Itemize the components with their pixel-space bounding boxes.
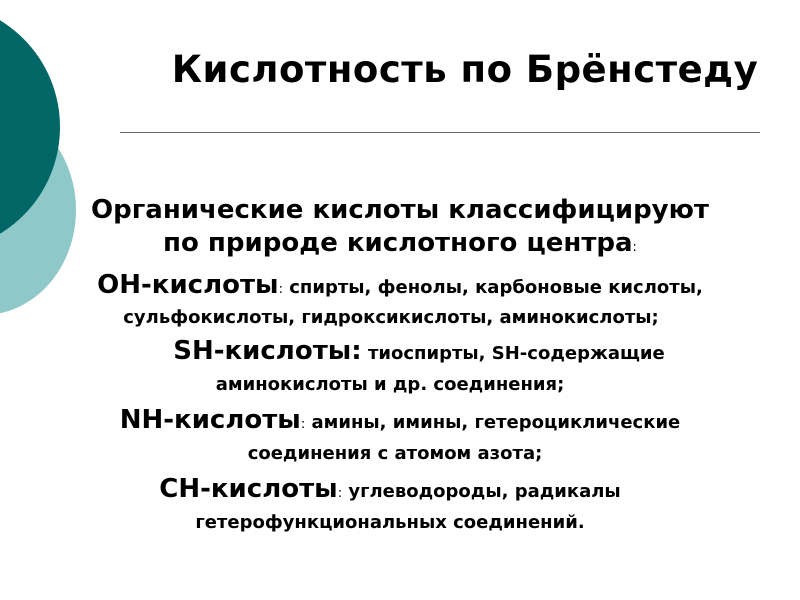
title-divider [120, 132, 760, 133]
ch-acids-desc-1: углеводороды, радикалы [342, 481, 621, 502]
intro-line-1: Органические кислоты классифицируют [91, 195, 709, 225]
sh-acids-desc-1: тиоспирты, SH-содержащие [361, 343, 665, 364]
nh-acids-desc-2: соединения с атомом азота; [247, 443, 543, 464]
intro-colon: : [632, 240, 637, 255]
oh-acids-heading [0, 270, 800, 305]
ch-acids-heading [0, 473, 800, 510]
slide-title: Кислотность по Брёнстеду [171, 48, 759, 91]
ch-acids-term: СН-кислоты [159, 474, 338, 504]
nh-acids-heading [0, 404, 800, 441]
sh-acids-desc-2: аминокислоты и др. соединения; [215, 374, 565, 395]
nh-acids-desc-1: амины, имины, гетероциклические [305, 412, 681, 433]
slide-body [0, 194, 800, 536]
intro-line-2 [0, 227, 800, 264]
oh-acids-colon: : [278, 282, 283, 297]
oh-acids-desc-1: спирты, фенолы, карбоновые кислоты, [282, 277, 703, 298]
nh-acids-term: NH-кислоты [119, 405, 301, 435]
intro-line-2-text: по природе кислотного центра [163, 228, 633, 258]
sh-acids-term: SH-кислоты: [173, 336, 362, 366]
ch-acids-colon: : [337, 486, 343, 501]
sh-acids-heading [0, 335, 800, 372]
ch-acids-desc-2: гетерофункциональных соединений. [195, 512, 585, 533]
nh-acids-colon: : [300, 417, 306, 432]
oh-acids-term: ОН-кислоты [97, 270, 279, 300]
oh-acids-desc-2: сульфокислоты, гидроксикислоты, аминокислоты; [123, 307, 659, 328]
